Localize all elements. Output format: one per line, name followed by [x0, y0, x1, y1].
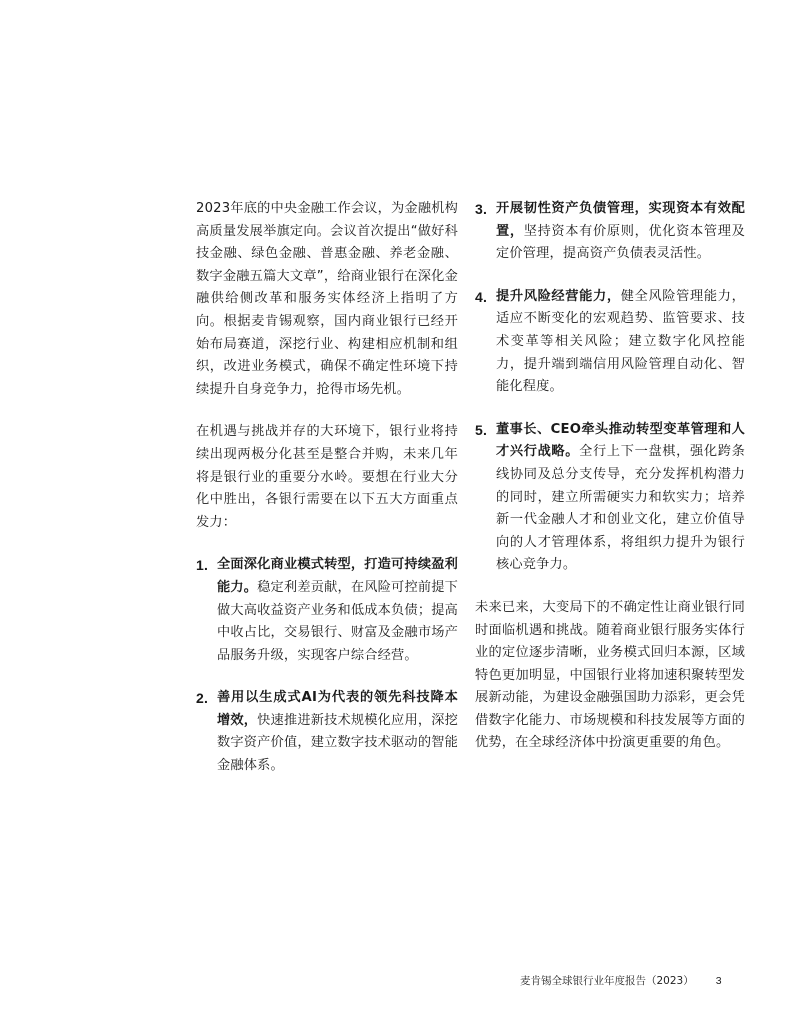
page-number: 3 — [715, 975, 722, 987]
item-body: 快速推进新技术规模化应用，深挖数字资产价值，建立数字技术驱动的智能金融体系。 — [217, 712, 458, 774]
item-body: 稳定利差贡献，在风险可控前提下做大高收益资产业务和低成本负债；提高中收占比，交易银行、财富及金融市场产品服务升级，实现客户综合经营。 — [217, 579, 458, 663]
list-item — [475, 286, 745, 399]
list-item — [196, 687, 458, 777]
closing-paragraph: 未来已来，大变局下的不确定性让商业银行同时面临机遇和挑战。随着商业银行服务实体行业的定位逐步清晰，业务模式回归本源，区域特色更加明显，中国银行业将加速积聚转型发展新动能，为建设金融强国助力添彩，更会凭借数字化能力、市场规模和科技发展等方面的优势，在全球经济体中扮演更重要的角色。 — [475, 599, 745, 751]
item-heading: 董事长、CEO牵头推动转型变革管理和人才兴行战略。 — [496, 421, 745, 460]
list-item — [475, 419, 745, 577]
item-heading: 开展韧性资产负债管理，实现资本有效配置， — [496, 201, 745, 239]
item-number: 5. — [475, 421, 488, 438]
left-column — [196, 198, 458, 798]
item-number: 2. — [196, 690, 209, 707]
item-body: 坚持资本有价原则，优化资本管理及定价管理，提高资产负债表灵活性。 — [496, 223, 745, 262]
context-paragraph: 在机遇与挑战并存的大环境下，银行业将持续出现两极分化甚至是整合并购，未来几年将是银行业的重要分水岭。要想在行业大分化中胜出，各银行需要在以下五大方面重点发力： — [196, 424, 458, 530]
item-number: 3. — [475, 201, 488, 217]
item-heading: 善用以生成式AI为代表的领先科技降本增效， — [217, 690, 458, 728]
item-body: 健全风险管理能力，适应不断变化的宏观趋势、监管要求、技术变革等相关风险；建立数字化风控能力，提升端到端信用风险管理自动化、智能化程度。 — [496, 288, 745, 395]
item-number: 4. — [475, 288, 488, 305]
intro-paragraph: 2023年底的中央金融工作会议，为金融机构高质量发展举旗定向。会议首次提出“做好科技金融、绿色金融、普惠金融、养老金融、数字金融五篇大文章”，给商业银行在深化金融供给侧改革和服务实体经济上指明了方向。根据麦肯锡观察，国内商业银行已经开始布局赛道，深挖行业、构建相应机制和组织，改进业务模式，确保不确定性环境下持续提升自身竞争力，抢得市场先机。 — [196, 201, 458, 397]
right-column — [475, 198, 745, 775]
item-body: 全行上下一盘棋，强化跨条线协同及总分支传导，充分发挥机构潜力的同时，建立所需硬实力和软实力；培养新一代金融人才和创业文化，建立价值导向的人才管理体系，将组织力提升为银行核心竞争力。 — [496, 444, 745, 573]
page-footer — [520, 973, 722, 988]
list-item — [475, 198, 745, 266]
list-item — [196, 554, 458, 667]
footer-report-title: 麦肯锡全球银行业年度报告（2023） — [520, 975, 694, 987]
item-heading: 全面深化商业模式转型，打造可持续盈利能力。 — [217, 557, 458, 595]
item-heading: 提升风险经营能力， — [496, 288, 621, 304]
item-number: 1. — [196, 557, 209, 574]
